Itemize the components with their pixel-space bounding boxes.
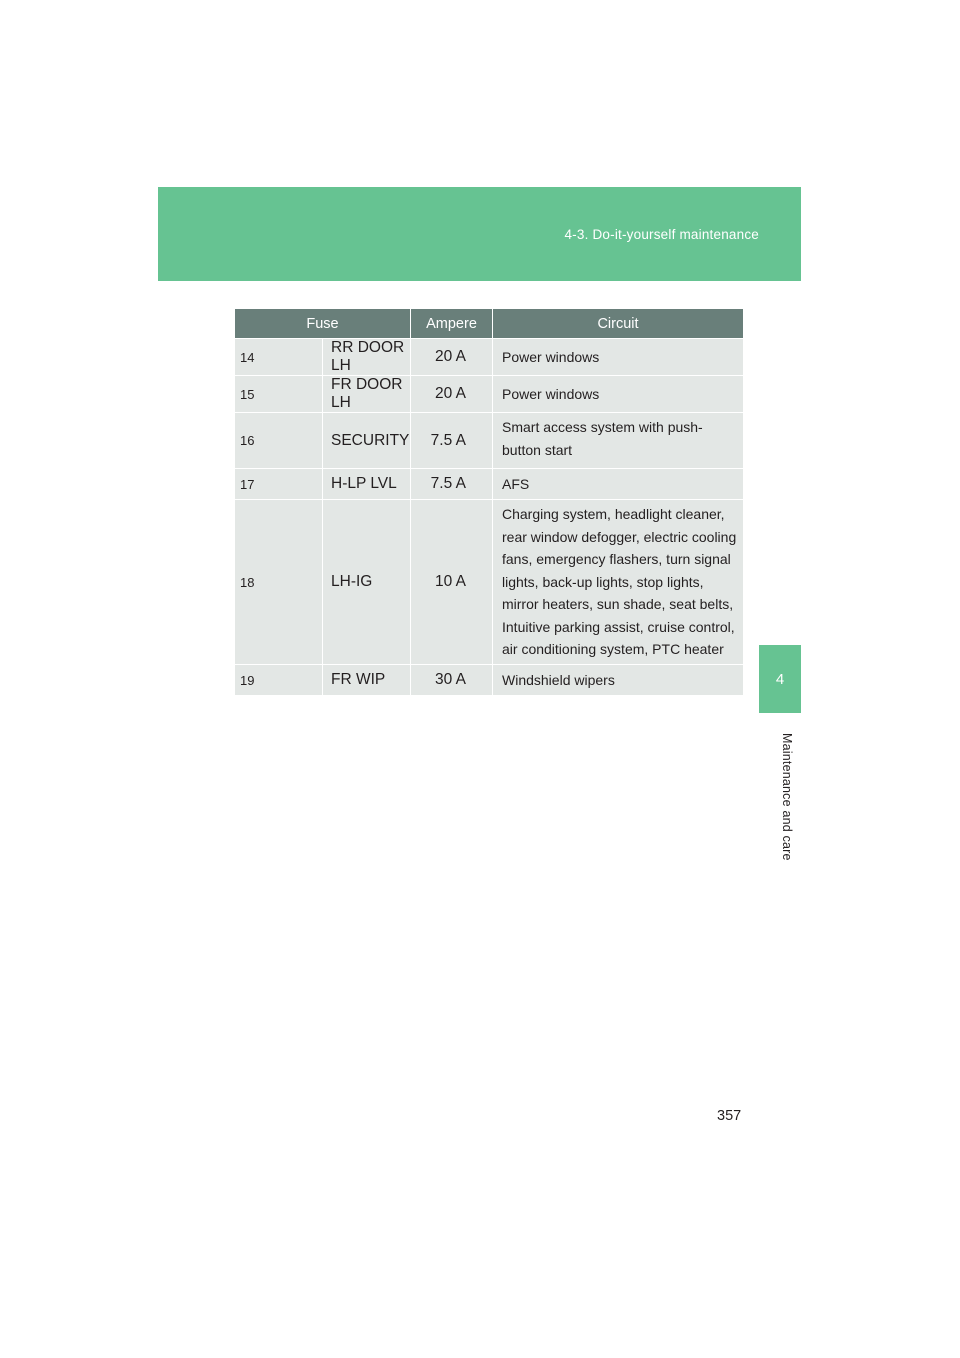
table-row — [235, 375, 743, 412]
fuse-number: 14 — [235, 338, 323, 375]
table-row — [235, 499, 743, 664]
chapter-label: Maintenance and care — [780, 733, 794, 861]
fuse-name: FR WIP — [323, 664, 411, 695]
fuse-circuit: Charging system, headlight cleaner, rear window defogger, electric cooling fans, emergency flashers, turn signal lights, back-up lights, stop lights, mirror heaters, sun shade, seat belts, Intuitive parking assist, cruise control, air conditioning system, PTC heater — [493, 499, 743, 664]
fuse-name: RR DOOR LH — [323, 338, 411, 375]
chapter-tab — [759, 645, 801, 713]
column-header-fuse: Fuse — [235, 309, 411, 338]
column-header-ampere: Ampere — [411, 309, 493, 338]
fuse-number: 17 — [235, 468, 323, 499]
fuse-circuit: Power windows — [493, 338, 743, 375]
fuse-ampere: 10 A — [411, 499, 493, 664]
table-row — [235, 664, 743, 695]
fuse-ampere: 30 A — [411, 664, 493, 695]
section-title: 4-3. Do-it-yourself maintenance — [564, 227, 759, 242]
table-row — [235, 338, 743, 375]
page-number: 357 — [717, 1108, 742, 1124]
table-header-row — [235, 309, 743, 338]
fuse-number: 16 — [235, 412, 323, 468]
fuse-ampere: 7.5 A — [411, 412, 493, 468]
fuse-circuit: AFS — [493, 468, 743, 499]
fuse-ampere: 20 A — [411, 338, 493, 375]
fuse-name: SECURITY — [323, 412, 411, 468]
section-header-band — [158, 187, 801, 281]
table-row — [235, 468, 743, 499]
fuse-ampere: 7.5 A — [411, 468, 493, 499]
fuse-circuit: Windshield wipers — [493, 664, 743, 695]
fuse-number: 19 — [235, 664, 323, 695]
column-header-circuit: Circuit — [493, 309, 743, 338]
table-row — [235, 412, 743, 468]
fuse-name: H-LP LVL — [323, 468, 411, 499]
fuse-circuit: Smart access system with push-button start — [493, 412, 743, 468]
fuse-circuit: Power windows — [493, 375, 743, 412]
fuse-name: LH-IG — [323, 499, 411, 664]
fuse-name: FR DOOR LH — [323, 375, 411, 412]
fuse-table — [235, 309, 743, 695]
fuse-ampere: 20 A — [411, 375, 493, 412]
fuse-number: 18 — [235, 499, 323, 664]
chapter-number: 4 — [775, 670, 785, 688]
fuse-number: 15 — [235, 375, 323, 412]
